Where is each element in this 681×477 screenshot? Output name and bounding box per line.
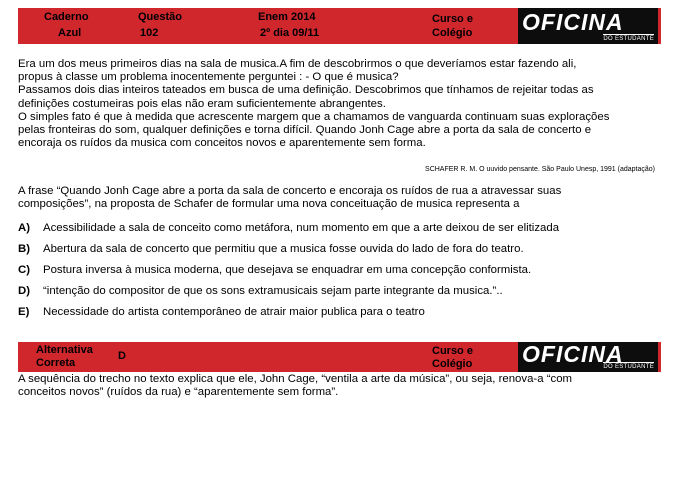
option-text: Abertura da sala de concerto que permitiu que a musica fosse ouvida do lado de fora do teatro.	[43, 243, 524, 255]
oficina-logo	[518, 8, 658, 44]
explanation-line: conceitos novos” (ruídos da rua) e “aparentemente sem forma”.	[18, 386, 339, 399]
option-letter: D)	[18, 285, 31, 297]
question-text	[18, 185, 663, 211]
option-text: Postura inversa à musica moderna, que desejava se enquadrar em uma concepção conformista.	[43, 264, 532, 276]
exam-label: Enem 2014	[258, 11, 316, 23]
logo-tagline: DO ESTUDANTE	[603, 364, 654, 370]
header-bar	[18, 8, 661, 44]
answer-curso-line1: Curso e	[432, 345, 473, 357]
answer-bar	[18, 342, 661, 372]
source-citation: SCHAFER R. M. O uuvido pensante. São Paulo Unesp, 1991 (adaptação)	[425, 166, 655, 173]
logo-tagline: DO ESTUDANTE	[603, 36, 654, 42]
question-line: composições”, na proposta de Schafer de formular uma nova conceituação de musica representa a	[18, 198, 520, 211]
option-text: “intenção do compositor de que os sons extramusicais sejam parte integrante da musica.”..	[43, 285, 503, 297]
option-letter: E)	[18, 306, 30, 318]
answer-label-line1: Alternativa	[36, 344, 93, 356]
passage-line: Era um dos meus primeiros dias na sala de musica.A fim de descobrirmos o que deveríamos estar fazendo ali,	[18, 58, 577, 70]
exam-day: 2º dia 09/11	[260, 27, 320, 39]
answer-value: D	[118, 350, 126, 362]
explanation-text	[18, 373, 663, 399]
answer-curso-line2: Colégio	[432, 358, 473, 370]
passage-line: pelas fronteiras do som, qualquer definições e torna difícil. Quando Jonh Cage abre a porta da sala de concerto e	[18, 124, 592, 137]
passage-line: propus à classe um problema inocentemente perguntei : - O que é musica?	[18, 71, 399, 84]
option-a	[18, 221, 559, 235]
passage-line: O simples fato é que à medida que acrescente margem que a chamamos de vanguarda continuam suas explorações	[18, 110, 610, 123]
passage-text	[18, 58, 663, 150]
question-line: A frase “Quando Jonh Cage abre a porta da sala de concerto e encoraja os ruídos de rua a atravessar suas	[18, 185, 562, 197]
passage-line: Passamos dois dias inteiros tateados em busca de uma definição. Descobrimos que tínhamos de rejeitar todas as	[18, 84, 594, 97]
answer-label-line2: Correta	[36, 357, 76, 369]
curso-line1: Curso e	[432, 13, 473, 25]
logo-wordmark: OFICINA	[522, 9, 624, 35]
option-c	[18, 263, 531, 277]
option-letter: C)	[18, 264, 31, 276]
option-text: Necessidade do artista contemporâneo de atrair maior publica para o teatro	[43, 306, 425, 318]
option-letter: A)	[18, 222, 31, 234]
caderno-label: Caderno	[44, 11, 89, 23]
caderno-value: Azul	[58, 27, 82, 39]
option-b	[18, 242, 524, 256]
option-e	[18, 305, 425, 319]
logo-wordmark: OFICINA	[522, 342, 624, 367]
passage-line: definições costumeiras pois elas não eram suficientemente abrangentes.	[18, 97, 386, 110]
explanation-line: A sequência do trecho no texto explica que ele, John Cage, “ventila a arte da música”, ou seja, renova-a “com	[18, 373, 573, 385]
curso-line2: Colégio	[432, 27, 473, 39]
option-letter: B)	[18, 243, 31, 255]
questao-label: Questão	[138, 11, 183, 23]
option-d	[18, 284, 503, 298]
passage-line: encoraja os ruídos da musica com conceitos novos e aparentemente sem forma.	[18, 137, 426, 150]
questao-value: 102	[140, 27, 159, 39]
oficina-logo	[518, 342, 658, 372]
option-text: Acessibilidade a sala de conceito como metáfora, num momento em que a arte deixou de ser elitizada	[43, 222, 560, 234]
